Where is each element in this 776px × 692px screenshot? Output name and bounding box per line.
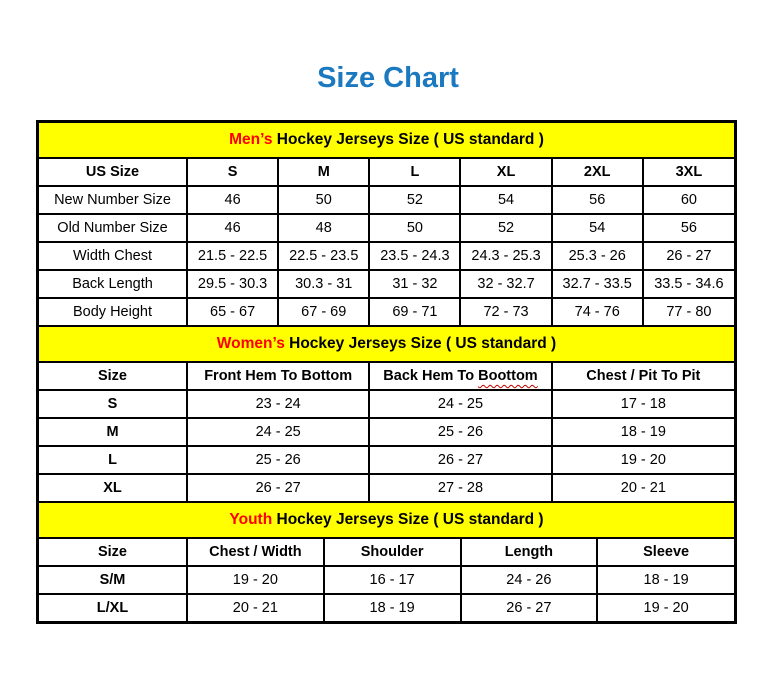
womens-size-section [39, 325, 734, 501]
size-value-cell: 46 [187, 186, 278, 214]
size-value-cell: 56 [552, 186, 643, 214]
column-header-cell: Size [39, 539, 187, 566]
column-header-cell: Front Hem To Bottom [187, 363, 369, 390]
size-value-cell: 22.5 - 23.5 [278, 242, 369, 270]
table-row [39, 474, 734, 501]
size-value-cell: 24 - 25 [187, 418, 369, 446]
mens-size-section [39, 123, 734, 325]
row-label-cell: XL [39, 474, 187, 501]
size-value-cell: 33.5 - 34.6 [643, 270, 734, 298]
size-value-cell: 48 [278, 214, 369, 242]
size-value-cell: 26 - 27 [461, 594, 598, 621]
size-value-cell: 18 - 19 [552, 418, 734, 446]
size-chart [36, 120, 737, 624]
column-header-cell: L [369, 159, 460, 186]
mens-band-title: Hockey Jerseys Size ( US standard ) [272, 131, 544, 148]
row-label-cell: S/M [39, 566, 187, 594]
row-label-cell: L [39, 446, 187, 474]
womens-size-table [39, 363, 734, 501]
womens-band-title: Hockey Jerseys Size ( US standard ) [284, 335, 557, 352]
size-value-cell: 56 [643, 214, 734, 242]
size-value-cell: 19 - 20 [552, 446, 734, 474]
size-value-cell: 74 - 76 [552, 298, 643, 325]
column-header-cell: Chest / Width [187, 539, 324, 566]
table-row [39, 186, 734, 214]
table-row [39, 390, 734, 418]
table-row [39, 418, 734, 446]
womens-section-header-band [39, 325, 734, 363]
size-value-cell: 23 - 24 [187, 390, 369, 418]
size-value-cell: 69 - 71 [369, 298, 460, 325]
size-value-cell: 17 - 18 [552, 390, 734, 418]
header-row [39, 159, 734, 186]
size-value-cell: 67 - 69 [278, 298, 369, 325]
column-header-cell: 3XL [643, 159, 734, 186]
mens-size-table [39, 159, 734, 325]
table-row [39, 270, 734, 298]
size-value-cell: 21.5 - 22.5 [187, 242, 278, 270]
size-value-cell: 27 - 28 [369, 474, 551, 501]
size-value-cell: 20 - 21 [187, 594, 324, 621]
womens-accent-label: Women’s [216, 335, 285, 352]
youth-band-title: Hockey Jerseys Size ( US standard ) [272, 511, 544, 528]
size-value-cell: 46 [187, 214, 278, 242]
size-value-cell: 19 - 20 [187, 566, 324, 594]
column-header-cell: Chest / Pit To Pit [552, 363, 734, 390]
column-header-cell: Size [39, 363, 187, 390]
row-label-cell: L/XL [39, 594, 187, 621]
size-value-cell: 25 - 26 [369, 418, 551, 446]
row-label-cell: New Number Size [39, 186, 187, 214]
size-value-cell: 54 [460, 186, 551, 214]
row-label-cell: Width Chest [39, 242, 187, 270]
column-header-cell: XL [460, 159, 551, 186]
row-label-cell: S [39, 390, 187, 418]
size-value-cell: 52 [369, 186, 460, 214]
youth-size-section [39, 501, 734, 621]
row-label-cell: Old Number Size [39, 214, 187, 242]
size-value-cell: 32.7 - 33.5 [552, 270, 643, 298]
column-header-cell: 2XL [552, 159, 643, 186]
size-value-cell: 24 - 26 [461, 566, 598, 594]
size-value-cell: 24.3 - 25.3 [460, 242, 551, 270]
header-row [39, 363, 734, 390]
size-value-cell: 20 - 21 [552, 474, 734, 501]
size-value-cell: 19 - 20 [597, 594, 734, 621]
size-value-cell: 32 - 32.7 [460, 270, 551, 298]
table-row [39, 594, 734, 621]
size-value-cell: 26 - 27 [187, 474, 369, 501]
size-value-cell: 25.3 - 26 [552, 242, 643, 270]
size-value-cell: 26 - 27 [643, 242, 734, 270]
row-label-cell: M [39, 418, 187, 446]
page-title: Size Chart [317, 62, 459, 94]
size-value-cell: 23.5 - 24.3 [369, 242, 460, 270]
youth-section-header-band [39, 501, 734, 539]
row-label-cell: Back Length [39, 270, 187, 298]
size-value-cell: 31 - 32 [369, 270, 460, 298]
column-header-cell: US Size [39, 159, 187, 186]
column-header-cell: Shoulder [324, 539, 461, 566]
size-value-cell: 77 - 80 [643, 298, 734, 325]
size-value-cell: 65 - 67 [187, 298, 278, 325]
column-header-cell [369, 363, 551, 390]
size-value-cell: 52 [460, 214, 551, 242]
size-value-cell: 18 - 19 [597, 566, 734, 594]
row-label-cell: Body Height [39, 298, 187, 325]
column-header-cell: S [187, 159, 278, 186]
table-row [39, 566, 734, 594]
size-value-cell: 60 [643, 186, 734, 214]
size-value-cell: 24 - 25 [369, 390, 551, 418]
youth-size-table [39, 539, 734, 621]
column-header-cell: Sleeve [597, 539, 734, 566]
column-header-cell: Length [461, 539, 598, 566]
size-value-cell: 30.3 - 31 [278, 270, 369, 298]
table-row [39, 446, 734, 474]
youth-accent-label: Youth [229, 511, 273, 528]
size-value-cell: 54 [552, 214, 643, 242]
size-value-cell: 72 - 73 [460, 298, 551, 325]
header-row [39, 539, 734, 566]
size-value-cell: 50 [369, 214, 460, 242]
size-value-cell: 26 - 27 [369, 446, 551, 474]
size-value-cell: 16 - 17 [324, 566, 461, 594]
column-header-cell: M [278, 159, 369, 186]
table-row [39, 214, 734, 242]
mens-accent-label: Men’s [229, 131, 273, 148]
size-value-cell: 29.5 - 30.3 [187, 270, 278, 298]
mens-section-header-band [39, 123, 734, 159]
table-row [39, 242, 734, 270]
size-value-cell: 25 - 26 [187, 446, 369, 474]
size-value-cell: 18 - 19 [324, 594, 461, 621]
table-row [39, 298, 734, 325]
header-text: Back Hem To [383, 368, 479, 384]
misspelled-word: Boottom [478, 368, 538, 384]
size-value-cell: 50 [278, 186, 369, 214]
